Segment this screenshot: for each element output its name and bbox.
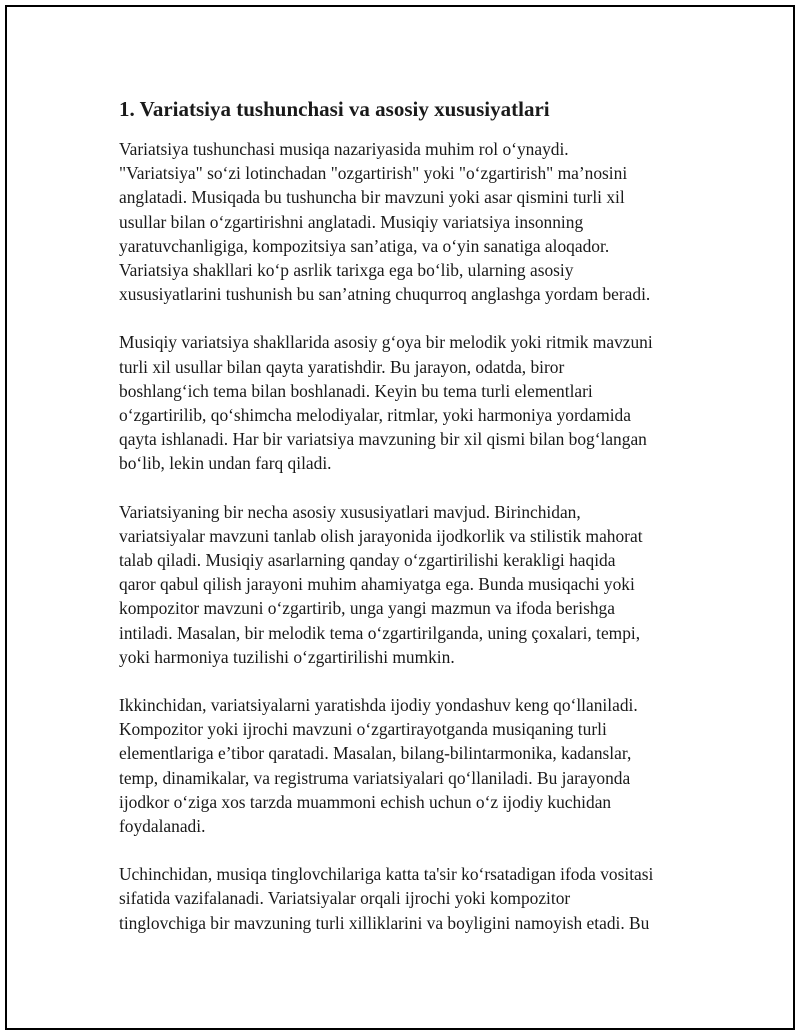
paragraph-3	[119, 500, 689, 669]
text-line: qayta ishlanadi. Har bir variatsiya mavzuning bir xil qismi bilan bog‘langan	[119, 429, 647, 450]
text-line: tinglovchiga bir mavzuning turli xilliklarini va boyligini namoyish etadi. Bu	[119, 912, 650, 933]
text-line: Uchinchidan, musiqa tinglovchilariga katta ta'sir ko‘rsatadigan ifoda vositasi	[119, 864, 654, 885]
text-line: temp, dinamikalar, va registruma variatsiyalari qo‘llaniladi. Bu jarayonda	[119, 767, 631, 788]
document-body	[119, 95, 689, 959]
paragraph-2	[119, 330, 689, 475]
paragraph-5	[119, 862, 689, 935]
text-line: elementlariga e’tibor qaratadi. Masalan, bilang-bilintarmonika, kadanslar,	[119, 743, 632, 764]
text-line: ijodkor o‘ziga xos tarzda muammoni echish uchun o‘z ijodiy kuchidan	[119, 791, 612, 812]
text-line: "Variatsiya" so‘zi lotinchadan "ozgartirish" yoki "o‘zgartirish" ma’nosini	[119, 163, 628, 184]
text-line: sifatida vazifalanadi. Variatsiyalar orqali ijrochi yoki kompozitor	[119, 888, 571, 909]
text-line: anglatadi. Musiqada bu tushuncha bir mavzuni yoki asar qismini turli xil	[119, 187, 625, 208]
text-line: talab qiladi. Musiqiy asarlarning qanday o‘zgartirilishi kerakligi haqida	[119, 550, 616, 571]
text-line: Variatsiyaning bir necha asosiy xususiyatlari mavjud. Birinchidan,	[119, 501, 581, 522]
text-line: boshlang‘ich tema bilan boshlanadi. Keyin bu tema turli elementlari	[119, 380, 593, 401]
text-line: Musiqiy variatsiya shakllarida asosiy g‘oya bir melodik yoki ritmik mavzuni	[119, 332, 653, 353]
text-line: Ikkinchidan, variatsiyalarni yaratishda ijodiy yondashuv keng qo‘llaniladi.	[119, 695, 638, 716]
text-line: Kompozitor yoki ijrochi mavzuni o‘zgartirayotganda musiqaning turli	[119, 719, 607, 740]
text-line: yaratuvchanligiga, kompozitsiya san’atiga, va o‘yin sanatiga aloqador.	[119, 235, 610, 256]
section-heading: 1. Variatsiya tushunchasi va asosiy xususiyatlari	[119, 97, 550, 121]
text-line: foydalanadi.	[119, 816, 206, 837]
text-line: Variatsiya tushunchasi musiqa nazariyasida muhim rol o‘ynaydi.	[119, 139, 569, 159]
text-line: bo‘lib, lekin undan farq qiladi.	[119, 453, 332, 474]
text-line: o‘zgartirilib, qo‘shimcha melodiyalar, ritmlar, yoki harmoniya yordamida	[119, 405, 631, 426]
text-line: usullar bilan o‘zgartirishni anglatadi. Musiqiy variatsiya insonning	[119, 211, 584, 232]
paragraph-1	[119, 137, 689, 306]
text-line: intiladi. Masalan, bir melodik tema o‘zgartirilganda, uning çoxalari, tempi,	[119, 622, 641, 643]
text-line: kompozitor mavzuni o‘zgartirib, unga yangi mazmun va ifoda berishga	[119, 598, 615, 619]
text-line: turli xil usullar bilan qayta yaratishdir. Bu jarayon, odatda, biror	[119, 356, 565, 377]
text-line: variatsiyalar mavzuni tanlab olish jarayonida ijodkorlik va stilistik mahorat	[119, 525, 643, 546]
text-line: xususiyatlarini tushunish bu san’atning chuqurroq anglashga yordam beradi.	[119, 284, 651, 305]
text-line: Variatsiya shakllari ko‘p asrlik tarixga ega bo‘lib, ularning asosiy	[119, 260, 574, 281]
text-line: yoki harmoniya tuzilishi o‘zgartirilishi mumkin.	[119, 646, 455, 667]
paragraph-4	[119, 693, 689, 838]
text-line: qaror qabul qilish jarayoni muhim ahamiyatga ega. Bunda musiqachi yoki	[119, 574, 635, 595]
document-page	[5, 5, 795, 1030]
